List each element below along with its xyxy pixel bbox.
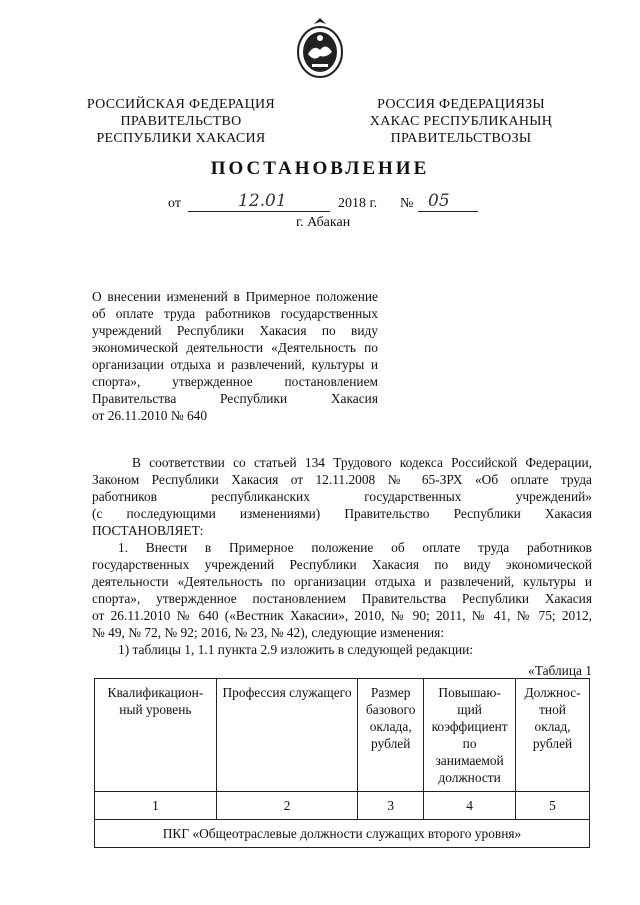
city-name: г. Абакан (296, 215, 351, 230)
header-left-block (78, 96, 284, 147)
table-group-row (95, 820, 590, 848)
header-right-line: ХАКАС РЕСПУБЛИКАНЫҢ (369, 114, 553, 129)
item-1-paragraph (92, 539, 592, 679)
document-title: ПОСТАНОВЛЕНИЕ (210, 158, 430, 179)
header-right-line: РОССИЯ ФЕДЕРАЦИЯЗЫ (377, 97, 545, 112)
subject-line: об оплате труда работников государственных (92, 306, 378, 321)
number-underline (418, 211, 478, 212)
column-number: 2 (216, 792, 357, 820)
subject-line: спорта», утвержденное постановлением (92, 374, 378, 389)
group-row-label: ПКГ «Общеотраслевые должности служащих второго уровня» (95, 820, 590, 848)
coat-of-arms-emblem (294, 16, 346, 80)
subject-line: Правительства Республики Хакасия (92, 391, 378, 406)
handwritten-number: 05 (428, 191, 450, 211)
date-prefix: от (168, 196, 181, 211)
header-right-line: ПРАВИТЕЛЬСТВОЗЫ (390, 131, 532, 146)
subject-line: организации отдыха и развлечений, культуры и (92, 357, 378, 372)
decree-word: ПОСТАНОВЛЯЕТ: (92, 523, 204, 538)
item-1-last-line: № 49, № 72, № 92; 2016, № 23, № 42), следующие изменения: (92, 625, 445, 640)
preamble-line: В соответствии со статьей 134 Трудового кодекса Российской Федерации, (132, 455, 592, 470)
column-number: 3 (358, 792, 424, 820)
subject-line: учреждений Республики Хакасия по виду (92, 323, 378, 338)
preamble-paragraph (92, 454, 592, 539)
header-position-salary: Должнос- тной оклад, рублей (516, 679, 590, 792)
column-number: 1 (95, 792, 217, 820)
preamble-line: работников республиканских государственных учреждений» (92, 489, 592, 504)
header-base-salary: Размер базового оклада, рублей (358, 679, 424, 792)
item-1-line: 1. Внести в Примерное положение об оплате труда работников (118, 540, 592, 555)
subject-line: экономической деятельности «Деятельность по (92, 340, 378, 355)
table-number-row (95, 792, 590, 820)
header-qualification-level: Квалификацион- ный уровень (95, 679, 217, 792)
handwritten-date: 12.01 (238, 191, 287, 211)
header-left-line: РОССИЙСКАЯ ФЕДЕРАЦИЯ (86, 97, 276, 112)
preamble-line: (с последующими изменениями) Правительство Республики Хакасия (92, 506, 592, 521)
table-header-row (95, 679, 590, 792)
header-left-line: РЕСПУБЛИКИ ХАКАСИЯ (96, 131, 266, 146)
item-1-line: государственных учреждений Республики Хакасия по виду экономической (92, 557, 592, 572)
salary-table (94, 678, 590, 848)
header-right-block (352, 96, 570, 147)
preamble-line: Законом Республики Хакасия от 12.11.2008 № 65-ЗРХ «Об оплате труда (92, 472, 592, 487)
column-number: 4 (424, 792, 516, 820)
subject-block (92, 288, 378, 424)
header-profession: Профессия служащего (216, 679, 357, 792)
date-underline (188, 211, 330, 212)
item-1-line: от 26.11.2010 № 640 («Вестник Хакасии», 2010, № 90; 2011, № 41, № 75; 2012, (92, 608, 592, 623)
table-caption: «Таблица 1 (528, 663, 592, 678)
subject-line: О внесении изменений в Примерное положение (92, 289, 378, 304)
header-left-line: ПРАВИТЕЛЬСТВО (120, 114, 242, 129)
subject-line: от 26.11.2010 № 640 (92, 408, 208, 423)
date-year: 2018 г. (338, 196, 378, 211)
subitem-1: 1) таблицы 1, 1.1 пункта 2.9 изложить в следующей редакции: (118, 642, 474, 657)
item-1-line: деятельности «Деятельность по организации отдыха и развлечений, культуры и (92, 574, 592, 589)
header-coefficient: Повышаю- щий коэффициент по занимаемой должности (424, 679, 516, 792)
item-1-line: спорта», утвержденное постановлением Правительства Республики Хакасия (92, 591, 592, 606)
column-number: 5 (516, 792, 590, 820)
number-sign: № (400, 196, 414, 211)
